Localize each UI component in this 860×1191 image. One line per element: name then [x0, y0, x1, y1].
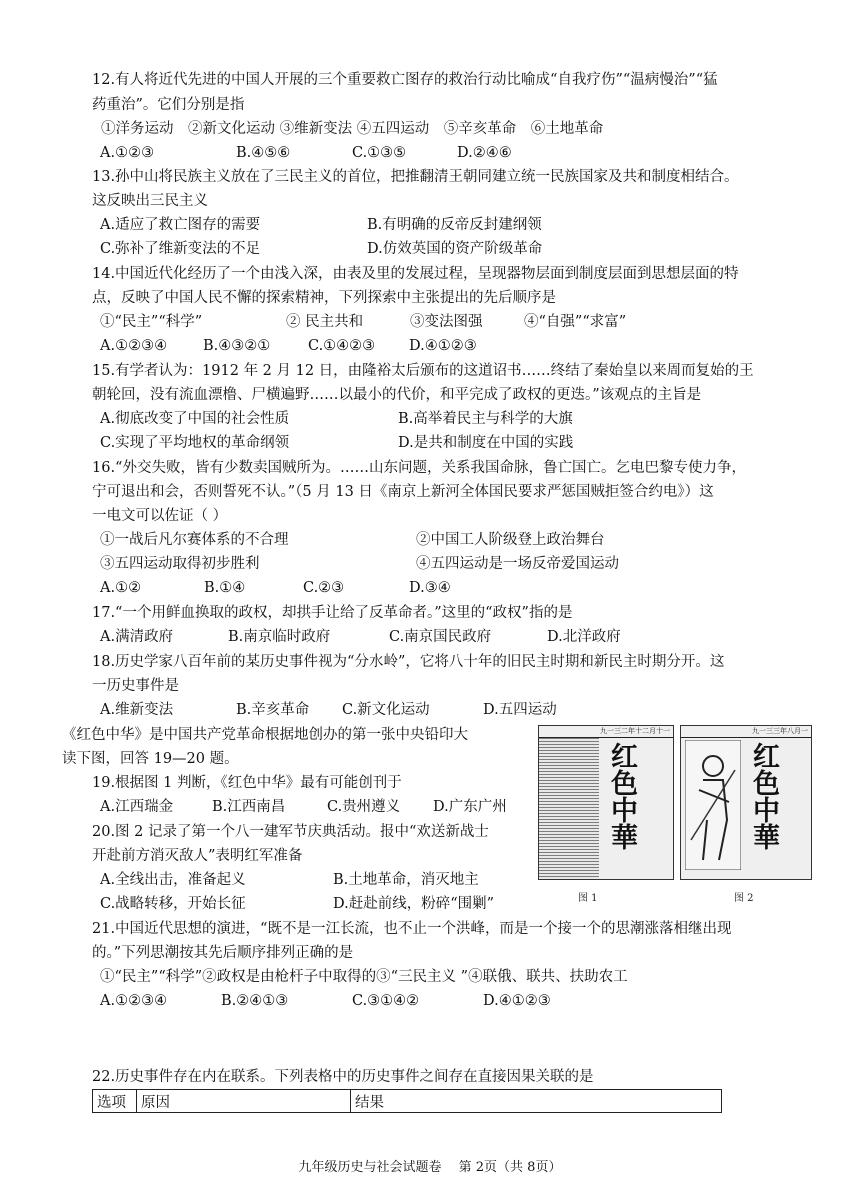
q20-stem-line2: 开赴前方消灭敌人”表明红军准备 — [92, 848, 303, 864]
q12-stem-line2: 药重治”。它们分别是指 — [92, 97, 245, 113]
q16-option-b[interactable]: B.①④ — [204, 580, 246, 596]
figure-1-text-columns — [539, 738, 599, 879]
q17-option-c[interactable]: C.南京国民政府 — [389, 629, 492, 645]
q18-option-c[interactable]: C.新文化运动 — [342, 702, 430, 718]
q20-stem-line1: 20.图 2 记录了第一个八一建军节庆典活动。报中“欢送新战士 — [92, 824, 489, 840]
q17-option-a[interactable]: A.满清政府 — [100, 629, 174, 645]
q16-stem-line2: 宁可退出和会，否则誓死不认。”（5 月 13 日《南京上新河全体国民要求严惩国贼拒签合约电》）这 — [92, 484, 714, 500]
q20-option-d[interactable]: D.赶赴前线，粉碎“围剿” — [333, 896, 495, 912]
q19-stem-line1: 19.根据图 1 判断，《红色中华》最有可能创刊于 — [92, 775, 402, 791]
q15-stem-line1: 15.有学者认为：1912 年 2 月 12 日，由隆裕太后颁布的这道诏书……终结了秦始皇以来周而复始的王 — [92, 363, 754, 379]
figure-2-caption: 图 2 — [734, 893, 754, 904]
q13-stem-line1: 13.孙中山将民族主义放在了三民主义的首位，把推翻清王朝同建立统一民族国家及共和制度相结合。 — [92, 169, 739, 185]
figure-1-masthead: 红色中華 — [606, 742, 637, 850]
figure-2-masthead: 红色中華 — [748, 742, 779, 850]
page-footer: 九年级历史与社会试题卷 第 2页（共 8页） — [298, 1160, 562, 1175]
q18-option-a[interactable]: A.维新变法 — [100, 702, 174, 718]
q21-option-b[interactable]: B.②④①③ — [221, 993, 289, 1009]
q19-option-b[interactable]: B.江西南昌 — [212, 799, 286, 815]
q21-stem-line2: 的。”下列思潮按其先后顺序排列正确的是 — [92, 945, 354, 961]
q19-option-c[interactable]: C.贵州遵义 — [327, 799, 401, 815]
figure-2-newspaper — [680, 725, 812, 880]
q19-option-d[interactable]: D.广东广州 — [433, 799, 507, 815]
q16-option-c[interactable]: C.②③ — [303, 580, 345, 596]
q16-stem-line1: 16.“外交失败，皆有少数卖国贼所为。……山东问题，关系我国命脉，鲁亡国亡。乞电巴黎专使力争， — [92, 460, 746, 476]
q12-option-c[interactable]: C.①③⑤ — [352, 145, 407, 161]
q22-table — [92, 1089, 722, 1113]
q15-stem-line2: 朝轮回，没有流血漂橹、尸横遍野……以最小的代价，和平完成了政权的更迭。”该观点的主旨是 — [92, 387, 702, 403]
q20-option-a[interactable]: A.全线出击，准备起义 — [100, 872, 246, 888]
q21-option-d[interactable]: D.④①②③ — [483, 993, 551, 1009]
q12-stem-line1: 12.有人将近代先进的中国人开展的三个重要救亡图存的救治行动比喻成“自我疗伤”“温病慢治”“猛 — [92, 72, 718, 88]
q17-stem-line1: 17.“一个用鲜血换取的政权，却拱手让给了反革命者。”这里的“政权”指的是 — [92, 605, 573, 621]
figure-2-soldier-illustration — [685, 740, 741, 870]
q16-item-3: ③五四运动取得初步胜利 — [100, 556, 260, 572]
q18-option-d[interactable]: D.五四运动 — [483, 702, 557, 718]
table-header-row — [93, 1090, 722, 1113]
table-header-cause: 原因 — [137, 1090, 351, 1113]
q16-item-2: ②中国工人阶级登上政治舞台 — [416, 532, 605, 548]
q17-option-d[interactable]: D.北洋政府 — [547, 629, 621, 645]
q16-stem-line3: 一电文可以佐证（ ） — [92, 508, 228, 524]
q15-option-b[interactable]: B.高举着民主与科学的大旗 — [398, 411, 573, 427]
intro-line2: 读下图，回答 19—20 题。 — [62, 751, 239, 767]
q17-option-b[interactable]: B.南京临时政府 — [228, 629, 331, 645]
q20-option-c[interactable]: C.战略转移，开始长征 — [100, 896, 246, 912]
q13-option-c[interactable]: C.弥补了维新变法的不足 — [100, 241, 261, 257]
q12-option-d[interactable]: D.②④⑥ — [457, 145, 512, 161]
table-header-option: 选项 — [93, 1090, 137, 1113]
figure-1-caption: 图 1 — [578, 893, 598, 904]
q21-option-a[interactable]: A.①②③④ — [100, 993, 168, 1009]
table-header-result: 结果 — [351, 1090, 722, 1113]
q14-item-3: ③变法图强 — [410, 314, 483, 330]
q21-items: ①“民主”“科学”②政权是由枪杆子中取得的③“三民主义 ”④联俄、联共、扶助农工 — [100, 969, 628, 985]
q16-option-d[interactable]: D.③④ — [409, 580, 451, 596]
figure-1-date-strip: 九一三二年十二月十一 — [539, 726, 673, 738]
q12-option-a[interactable]: A.①②③ — [100, 145, 155, 161]
q15-option-a[interactable]: A.彻底改变了中国的社会性质 — [100, 411, 290, 427]
q15-option-c[interactable]: C.实现了平均地权的革命纲领 — [100, 435, 290, 451]
q14-stem-line1: 14.中国近代化经历了一个由浅入深，由表及里的发展过程，呈现器物层面到制度层面到思想层面的特 — [92, 266, 739, 282]
q13-option-d[interactable]: D.仿效英国的资产阶级革命 — [367, 241, 543, 257]
q19-option-a[interactable]: A.江西瑞金 — [100, 799, 174, 815]
intro-line1: 《红色中华》是中国共产党革命根据地创办的第一张中央铅印大 — [62, 727, 468, 743]
q13-option-b[interactable]: B.有明确的反帝反封建纲领 — [367, 217, 542, 233]
q16-item-4: ④五四运动是一场反帝爱国运动 — [416, 556, 619, 572]
q13-stem-line2: 这反映出三民主义 — [92, 193, 208, 209]
q18-option-b[interactable]: B.辛亥革命 — [236, 702, 310, 718]
q12-items: ①洋务运动 ②新文化运动 ③维新变法 ④五四运动 ⑤辛亥革命 ⑥土地革命 — [101, 121, 604, 137]
q12-option-b[interactable]: B.④⑤⑥ — [236, 145, 291, 161]
q16-item-1: ①一战后凡尔赛体系的不合理 — [100, 532, 289, 548]
q14-option-a[interactable]: A.①②③④ — [100, 338, 168, 354]
q14-option-c[interactable]: C.①④②③ — [308, 338, 376, 354]
q22-stem-line1: 22.历史事件存在内在联系。下列表格中的历史事件之间存在直接因果关联的是 — [92, 1069, 594, 1085]
figure-1-newspaper — [538, 725, 674, 880]
q20-option-b[interactable]: B.土地革命，消灭地主 — [333, 872, 479, 888]
q14-option-d[interactable]: D.④①②③ — [409, 338, 477, 354]
q16-option-a[interactable]: A.①② — [100, 580, 142, 596]
q14-option-b[interactable]: B.④③②① — [203, 338, 271, 354]
q18-stem-line2: 一历史事件是 — [92, 678, 179, 694]
q21-stem-line1: 21.中国近代思想的演进，“既不是一江长流，也不止一个洪峰，而是一个接一个的思潮涨落相继出现 — [92, 921, 732, 937]
q15-option-d[interactable]: D.是共和制度在中国的实践 — [398, 435, 574, 451]
q14-stem-line2: 点，反映了中国人民不懈的探索精神，下列探索中主张提出的先后顺序是 — [92, 290, 556, 306]
q21-option-c[interactable]: C.③①④② — [352, 993, 420, 1009]
q14-item-2: ② 民主共和 — [286, 314, 364, 330]
figure-2-date-strip: 九一三三年八月一 — [681, 726, 811, 738]
q13-option-a[interactable]: A.适应了救亡图存的需要 — [100, 217, 261, 233]
q14-item-1: ①“民主”“科学” — [100, 314, 203, 330]
q18-stem-line1: 18.历史学家八百年前的某历史事件视为“分水岭”，它将八十年的旧民主时期和新民主时期分开。这 — [92, 654, 725, 670]
q14-item-4: ④“自强”“求富” — [524, 314, 627, 330]
